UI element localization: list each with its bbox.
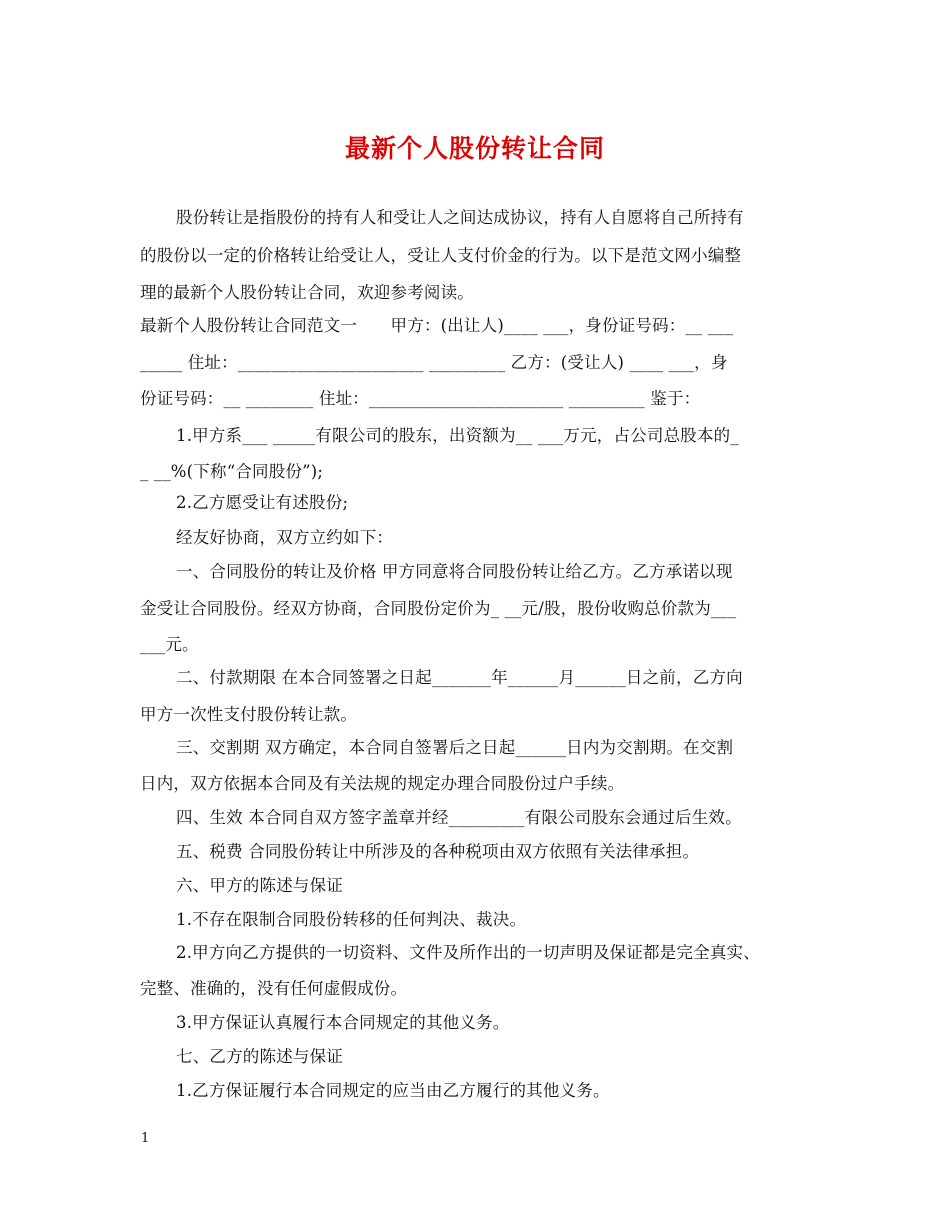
paragraph-line: _____ 住址：______________________ _________ 乙方：(受让人) ____ ___，身 [140,353,728,372]
paragraph-line: 股份转让是指股份的持有人和受让人之间达成协议，持有人自愿将自己所持有 [176,208,744,227]
document-title: 最新个人股份转让合同 [344,134,605,163]
paragraph-line: _ __%(下称“合同股份”); [140,462,324,481]
paragraph-line: 2.乙方愿受让有述股份; [176,493,349,512]
paragraph-line: 最新个人股份转让合同范文一 甲方：(出让人)____ ___，身份证号码：__ ___ [140,316,734,335]
paragraph-line: 五、税费 合同股份转让中所涉及的各种税项由双方依照有关法律承担。 [176,842,700,861]
paragraph-line: 七、乙方的陈述与保证 [176,1047,343,1066]
paragraph-line: 二、付款期限 在本合同签署之日起_______年______月______日之前，乙方向 [176,668,743,687]
paragraph-line: 完整、准确的，没有任何虚假成份。 [140,979,408,998]
paragraph-line: 经友好协商，双方立约如下： [176,528,394,547]
paragraph-line: 理的最新个人股份转让合同，欢迎参考阅读。 [140,283,474,302]
paragraph-line: 份证号码：__ ________ 住址：_______________________ _________ 鉴于： [140,389,701,408]
paragraph-line: 1.甲方系___ _____有限公司的股东，出资额为__ ___万元，占公司总股本的_ [176,426,739,445]
paragraph-line: 2.甲方向乙方提供的一切资料、文件及所作出的一切声明及保证都是完全真实、 [176,943,760,962]
paragraph-line: 金受让合同股份。经双方协商，合同股份定价为_ __元/股，股份收购总价款为___ [140,599,737,618]
page-number: 1 [141,1131,150,1146]
paragraph-line: 六、甲方的陈述与保证 [176,876,343,895]
paragraph-line: 甲方一次性支付股份转让款。 [140,705,358,724]
paragraph-line: ___元。 [140,635,199,654]
paragraph-line: 1.乙方保证履行本合同规定的应当由乙方履行的其他义务。 [176,1081,610,1100]
paragraph-line: 的股份以一定的价格转让给受让人，受让人支付价金的行为。以下是范文网小编整 [140,246,742,265]
paragraph-line: 3.甲方保证认真履行本合同规定的其他义务。 [176,1013,510,1032]
paragraph-line: 一、合同股份的转让及价格 甲方同意将合同股份转让给乙方。乙方承诺以现 [176,562,733,581]
paragraph-line: 日内，双方依据本合同及有关法规的规定办理合同股份过户手续。 [140,774,625,793]
paragraph-line: 四、生效 本合同自双方签字盖章并经_________有限公司股东会通过后生效。 [176,808,742,827]
paragraph-line: 三、交割期 双方确定，本合同自签署后之日起______日内为交割期。在交割 [176,738,734,757]
paragraph-line: 1.不存在限制合同股份转移的任何判决、裁决。 [176,910,527,929]
